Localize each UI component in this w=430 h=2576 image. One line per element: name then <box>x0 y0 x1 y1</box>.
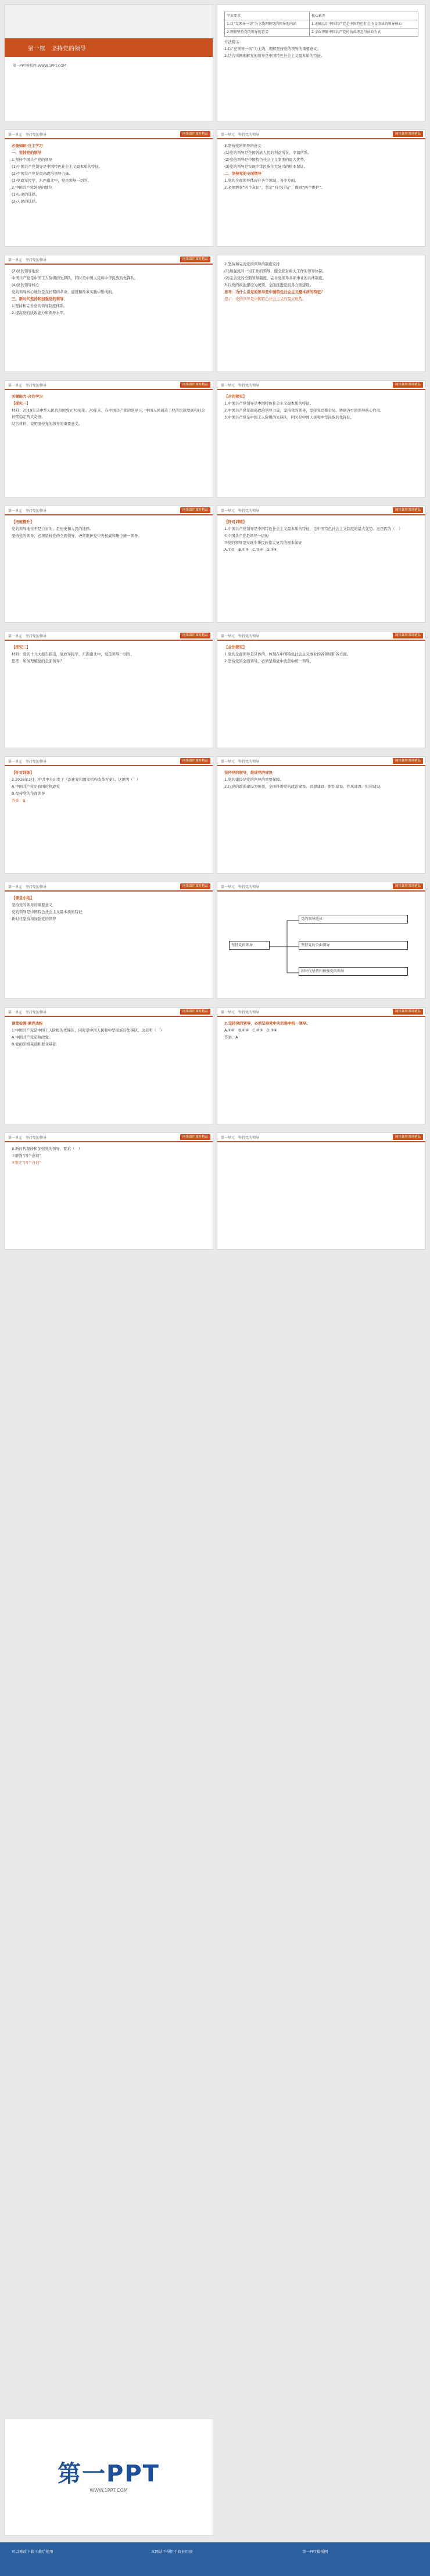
text-line: 必备知识·自主学习 <box>12 143 43 148</box>
slide-17 <box>217 1008 425 1124</box>
text-line: A.①② B.①③ C.②④ D.③④ <box>224 547 278 552</box>
header-button[interactable]: 网络课件课时精品 <box>180 758 210 764</box>
chapter-label: 第一单元 坚持党的领导 <box>221 133 260 137</box>
chapter-label: 第一单元 坚持党的领导 <box>221 1136 260 1140</box>
slide-14 <box>217 757 425 873</box>
slide-subtitle: 第一PPT模板网-WWW.1PPT.COM <box>13 64 67 68</box>
slide-title: 第一框 坚持党的领导 <box>28 46 86 52</box>
text-line: 答案：A <box>224 1035 238 1040</box>
text-line: ①增强“四个意识” <box>12 1153 41 1158</box>
header-button[interactable]: 网络课件课时精品 <box>393 633 423 638</box>
text-line: 2.提高党的执政能力和领导水平。 <box>12 311 67 315</box>
brand-url: WWW.1PPT.COM <box>89 2488 128 2493</box>
footer-right: 第一PPT模板网 <box>302 2549 328 2554</box>
text-line: 1.坚持和完善党的领导制度体系。 <box>12 304 67 308</box>
text-line: 3.新时代坚持和加强党的领导，要求（ ） <box>12 1146 83 1151</box>
table-cell: 2.全面理解中国共产党的执政理念与执政方式 <box>309 28 418 37</box>
text-line: B.坚持党的全面领导 <box>12 791 45 796</box>
slide-header <box>5 632 213 641</box>
text-line: 【针对训练】 <box>12 770 34 775</box>
brand-logo: 第一PPT <box>58 2460 160 2487</box>
text-line: 1.党的全面领导是具体的，体现在中国特色社会主义事业的各领域和各方面。 <box>224 652 350 656</box>
slide-6 <box>217 255 425 371</box>
text-line: 【合作探究】 <box>224 645 247 650</box>
slide-header <box>5 255 213 265</box>
text-line: (1)中国共产党领导是中国特色社会主义最本质的特征。 <box>12 164 103 169</box>
text-line: 思考：如何理解党的全面领导？ <box>12 659 64 663</box>
answer-line: ②坚定“四个自信” <box>12 1160 41 1165</box>
text-line: 3.以党的政治建设为统领，全面推进党的各方面建设。 <box>224 283 314 287</box>
text-line: 2.坚持党的领导，必须坚持党中央的集中统一领导。 <box>224 1021 310 1026</box>
header-button[interactable]: 网络课件课时精品 <box>393 758 423 764</box>
chapter-label: 第一单元 坚持党的领导 <box>8 384 47 388</box>
slide-header <box>217 130 425 139</box>
text-line: B.党的阶级基础和群众基础 <box>12 1042 56 1047</box>
diagram-node: 新时代坚持和加强党的领导 <box>299 967 408 976</box>
table-head-1: 学业要求 <box>225 12 310 20</box>
slide-8 <box>217 381 425 497</box>
slide-9 <box>5 506 213 622</box>
objectives-table <box>224 12 418 37</box>
text-line: A.①② B.①④ C.②③ D.③④ <box>224 1028 278 1033</box>
header-button[interactable]: 网络课件课时精品 <box>180 1009 210 1015</box>
slide-diagram <box>217 882 425 998</box>
text-line: 1.党的全面领导体现在各个领域、各个方面。 <box>224 178 299 183</box>
header-button[interactable]: 网络课件课时精品 <box>180 382 210 388</box>
header-button[interactable]: 网络课件课时精品 <box>393 1134 423 1140</box>
text-line: 2.坚持和完善党的领导的制度安排 <box>224 262 280 266</box>
table-cell: 1.以“党领导一切”为主线理解党的领导的内涵 <box>225 20 310 28</box>
text-line: 1.中国共产党是中国工人阶级的先锋队，同时是中国人民和中华民族的先锋队。这表明（ ） <box>12 1028 164 1033</box>
text-line: 新时代坚持和加强党的领导 <box>12 917 56 921</box>
header-button[interactable]: 网络课件课时精品 <box>180 633 210 638</box>
text-line: 2.中国共产党是最高政治领导力量，坚持党的领导，发挥党总揽全局、协调各方的领导核心作用。 <box>224 408 384 413</box>
text-line: 【拓展提升】 <box>12 519 34 524</box>
text-line: ②党的领导是实现中华民族伟大复兴的根本保证 <box>224 540 302 545</box>
text-line: (2)中国共产党是最高政治领导力量。 <box>12 171 73 176</box>
slide-header <box>217 381 425 390</box>
knowledge-diagram <box>229 909 415 984</box>
slide-19 <box>217 1133 425 1249</box>
text-line: (3)党政军民学，东西南北中，党是领导一切的。 <box>12 178 91 183</box>
text-line: 【针对训练】 <box>224 519 247 524</box>
text-line: (2)党的领导是中国特色社会主义制度的最大优势。 <box>224 157 308 162</box>
text-line: 1.中国共产党领导是中国特色社会主义最本质的特征，是中国特色社会主义制度的最大优势。这是因为（ ） <box>224 526 403 531</box>
text-line: 2.中国共产党领导的地位 <box>12 185 53 190</box>
text-line: 三、新时代坚持和加强党的领导 <box>12 297 64 301</box>
header-button[interactable]: 网络课件课时精品 <box>180 883 210 889</box>
slide-15 <box>5 882 213 998</box>
slide-3 <box>5 130 213 246</box>
text-line: 3.坚持党的领导的意义 <box>224 143 261 148</box>
text-line: 党的领导地位不是自封的，是历史和人民的选择。 <box>12 526 94 531</box>
slide-header <box>5 381 213 390</box>
header-button[interactable]: 网络课件课时精品 <box>393 382 423 388</box>
text-line: 课堂检测·素养达标 <box>12 1021 43 1026</box>
slide-4 <box>217 130 425 246</box>
text-line: (4)党的领导核心 <box>12 283 40 287</box>
text-line: (2)完善党的全面领导制度，完善党领导各项事业的具体制度。 <box>224 276 327 280</box>
text-line: 党的领导核心地位是在长期的革命、建设和改革实践中形成的。 <box>12 290 116 294</box>
title-slide <box>5 5 213 121</box>
header-button[interactable]: 网络课件课时精品 <box>393 507 423 513</box>
footer-left: 可以修改下载下载后使用 <box>12 2549 53 2554</box>
chapter-label: 第一单元 坚持党的领导 <box>8 509 47 513</box>
slide-objectives <box>217 5 425 121</box>
text-line: (1)加强党对一切工作的领导，健全党对重大工作的领导体制。 <box>224 269 327 273</box>
text-line: 【探究二】 <box>12 645 30 650</box>
text-line: 2.必须增强“四个意识”，坚定“四个自信”，做到“两个维护”。 <box>224 185 325 190</box>
slide-header <box>217 757 425 766</box>
answer-line: 答案：B <box>12 798 26 803</box>
logo-slide <box>5 2419 213 2535</box>
text-line: 方法提示： <box>224 39 243 44</box>
slide-13 <box>5 757 213 873</box>
diagram-node: 党的领导地位 <box>299 915 408 923</box>
chapter-label: 第一单元 坚持党的领导 <box>8 258 47 262</box>
chapter-label: 第一单元 坚持党的领导 <box>221 509 260 513</box>
slide-18 <box>5 1133 213 1249</box>
slide-11 <box>5 632 213 748</box>
slide-10 <box>217 506 425 622</box>
slide-16 <box>5 1008 213 1124</box>
chapter-label: 第一单元 坚持党的领导 <box>221 760 260 764</box>
text-line: 1.坚持中国共产党的领导 <box>12 157 53 162</box>
text-line: 坚持党的领导，必须坚持党的全面领导，必须维护党中央权威和集中统一领导。 <box>12 533 142 538</box>
footer-mid: 本网站不得用于商业用途 <box>151 2549 193 2554</box>
chapter-label: 第一单元 坚持党的领导 <box>8 1136 47 1140</box>
text-line: A.中国共产党是我国的执政党 <box>12 784 60 789</box>
text-line: 【探究一】 <box>12 401 30 406</box>
header-button[interactable]: 网络课件课时精品 <box>180 257 210 262</box>
chapter-label: 第一单元 坚持党的领导 <box>221 634 260 638</box>
header-button[interactable]: 网络课件课时精品 <box>180 507 210 513</box>
text-line: (1)历史的选择。 <box>12 192 40 197</box>
diagram-node: 坚持党的全面领导 <box>299 941 408 950</box>
chapter-label: 第一单元 坚持党的领导 <box>8 634 47 638</box>
text-line: 1.以“党领导一切”为主线，理解坚持党的领导的重要意义。 <box>224 46 321 51</box>
text-line: 材料：2019年是中华人民共和国成立70周年。70年来，在中国共产党的领导下，中国人民创造了经济快速发展和社会长期稳定两大奇迹。 <box>12 408 205 419</box>
slide-12 <box>217 632 425 748</box>
text-line: 提示：党的领导是中国特色社会主义的最大优势。 <box>224 297 306 301</box>
header-button[interactable]: 网络课件课时精品 <box>180 1134 210 1140</box>
text-line: (3)党的领导地位 <box>12 269 40 273</box>
text-line: 【课堂小结】 <box>12 896 34 900</box>
text-line: 3.中国共产党是中国工人阶级的先锋队，同时是中国人民和中华民族的先锋队。 <box>224 415 354 420</box>
slide-header <box>5 130 213 139</box>
text-line: (3)党的领导是实现中华民族伟大复兴的根本保证。 <box>224 164 308 169</box>
text-line: 材料：党的十九大报告指出，党政军民学，东西南北中，党是领导一切的。 <box>12 652 134 656</box>
text-line: 一、坚持党的领导 <box>12 150 42 155</box>
text-line: 思考：为什么说党的领导是中国特色社会主义最本质的特征？ <box>224 290 325 294</box>
text-line: 坚持党的领导的重要意义 <box>12 903 53 907</box>
table-cell: 2.理解坚持党的领导的意义 <box>225 28 310 37</box>
chapter-label: 第一单元 坚持党的领导 <box>8 1011 47 1015</box>
text-line: 2.结合实例理解党的领导是中国特色社会主义最本质的特征。 <box>224 53 325 58</box>
header-button[interactable]: 网络课件课时精品 <box>393 1009 423 1015</box>
text-line: 坚持党的领导，推进党的建设 <box>224 770 273 775</box>
chapter-label: 第一单元 坚持党的领导 <box>221 1011 260 1015</box>
header-button[interactable]: 网络课件课时精品 <box>393 883 423 889</box>
chapter-label: 第一单元 坚持党的领导 <box>8 760 47 764</box>
chapter-label: 第一单元 坚持党的领导 <box>221 885 260 889</box>
text-line: 结合材料，说明坚持党的领导的重要意义。 <box>12 421 83 426</box>
slide-header <box>5 1008 213 1017</box>
slide-header <box>217 1133 425 1142</box>
text-line: 中国共产党是中国工人阶级的先锋队，同时是中国人民和中华民族的先锋队。 <box>12 276 138 280</box>
chapter-label: 第一单元 坚持党的领导 <box>221 384 260 388</box>
text-line: 党的领导是中国特色社会主义最本质的特征 <box>12 910 83 914</box>
header-button[interactable]: 网络课件课时精品 <box>393 131 423 137</box>
text-line: 1.中国共产党领导是中国特色社会主义最本质的特征。 <box>224 401 314 406</box>
chapter-label: 第一单元 坚持党的领导 <box>8 133 47 137</box>
text-line: (1)党的领导是全国各族人民的利益所在、幸福所系。 <box>224 150 311 155</box>
slide-header <box>217 506 425 515</box>
text-line: ①中国共产党是领导一切的 <box>224 533 269 538</box>
slide-header <box>217 1008 425 1017</box>
text-line: 2.坚持党的全面领导，必须坚持党中央集中统一领导。 <box>224 659 314 663</box>
slide-header <box>217 882 425 892</box>
text-line: A.中国共产党是执政党 <box>12 1035 49 1040</box>
slide-header <box>217 632 425 641</box>
text-line: 2.2018年3月，中共中央印发了《深化党和国家机构改革方案》。这说明（ ） <box>12 777 141 782</box>
text-line: 关键能力·合作学习 <box>12 394 43 399</box>
diagram-center: 坚持党的领导 <box>229 941 270 950</box>
slide-7 <box>5 381 213 497</box>
chapter-label: 第一单元 坚持党的领导 <box>8 885 47 889</box>
text-line: (2)人民的选择。 <box>12 199 40 204</box>
text-line: 2.以党的政治建设为统领，全面推进党的政治建设、思想建设、组织建设、作风建设、纪律建设。 <box>224 784 384 789</box>
title-top <box>5 5 213 38</box>
text-line: 二、坚持党的全面领导 <box>224 171 261 176</box>
footer-bar <box>0 2542 430 2576</box>
table-head-2: 核心素养 <box>309 12 418 20</box>
header-button[interactable]: 网络课件课时精品 <box>180 131 210 137</box>
slide-header <box>5 757 213 766</box>
slide-header <box>5 506 213 515</box>
slide-header <box>5 882 213 892</box>
slide-5 <box>5 255 213 371</box>
text-line: 【合作探究】 <box>224 394 247 399</box>
table-cell: 1.正确认识中国共产党是中国特色社会主义事业的领导核心 <box>309 20 418 28</box>
text-line: 1.党的建设是党的领导的重要保障。 <box>224 777 284 782</box>
title-band <box>5 38 213 57</box>
slide-header <box>5 1133 213 1142</box>
